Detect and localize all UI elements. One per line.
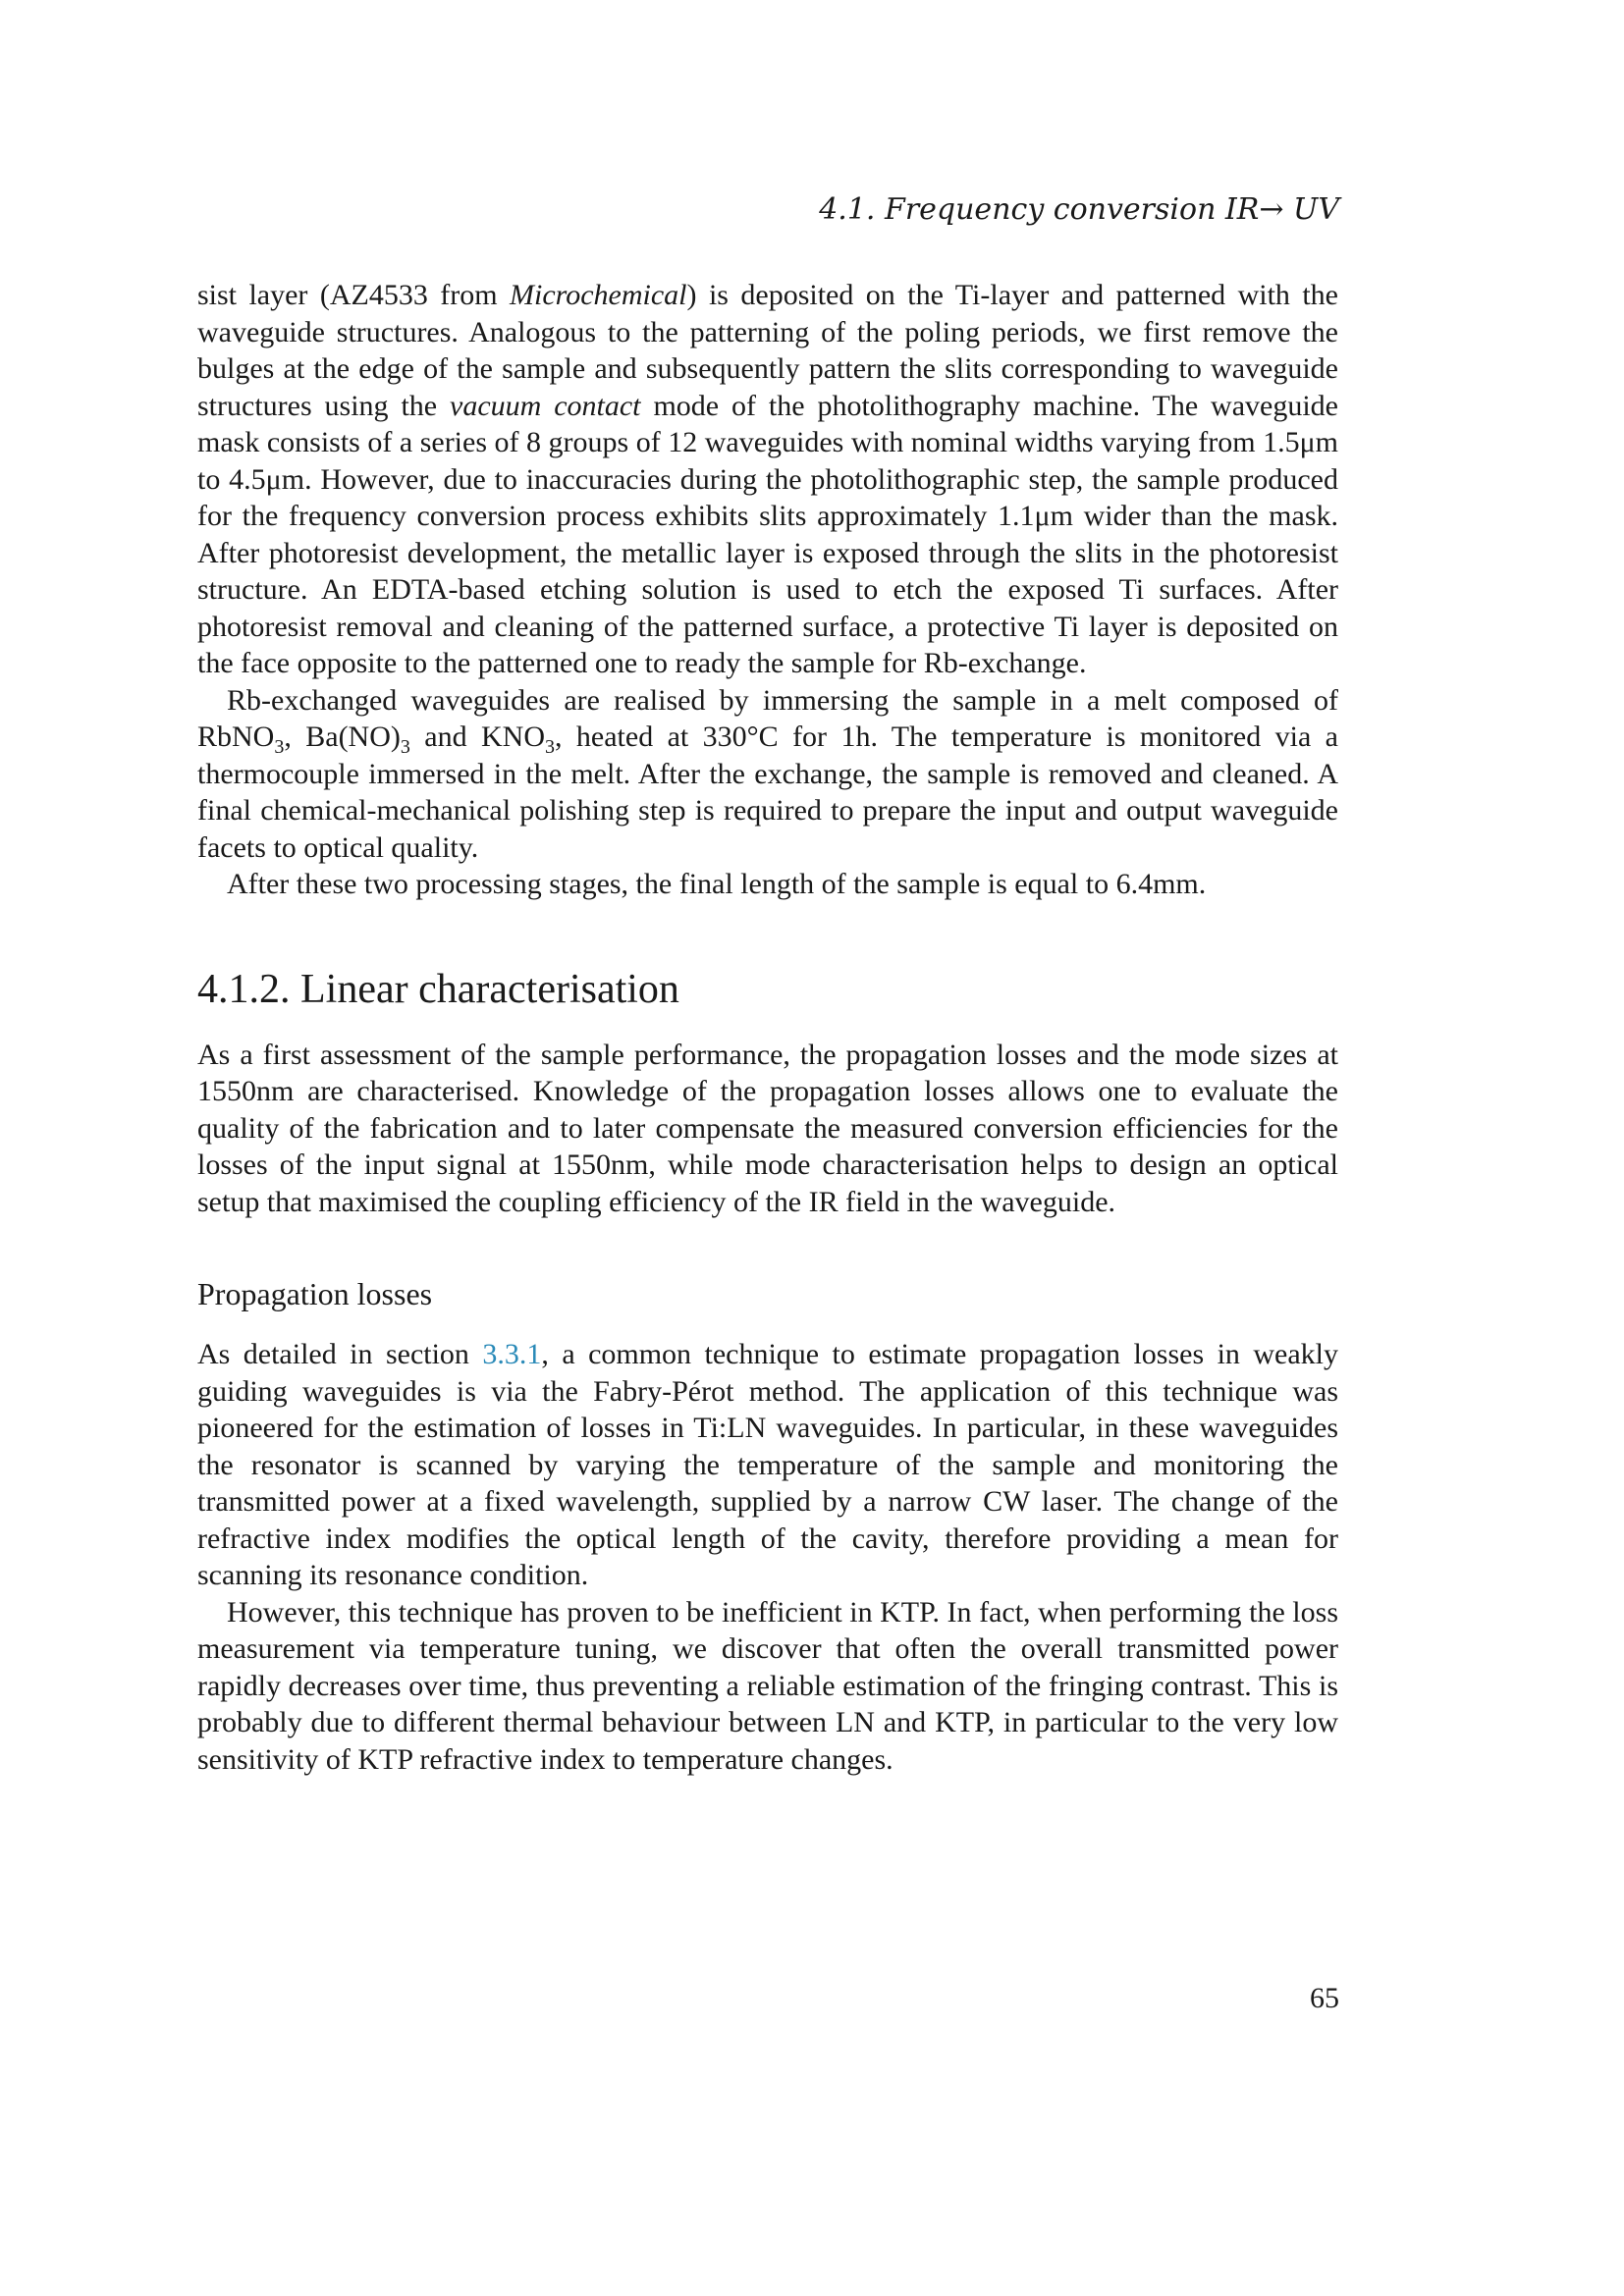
body-text: [197, 277, 1338, 1778]
text-run: , Ba(NO): [284, 721, 401, 753]
paragraph-final-length: After these two processing stages, the final length of the sample is equal to 6.4mm.: [227, 868, 1207, 900]
subsection-heading: Propagation losses: [197, 1276, 433, 1311]
text-run: Rb-exchanged waveguides are realised by immersing the sample in a melt composed of RbNO: [197, 683, 1338, 753]
paragraph-linear-characterisation: As a first assessment of the sample performance, the propagation losses and the mode sizes at 1550nm are characterised. Knowledge of the propagation losses allows one to evaluate the quality of the fabrication and to later compensate the measured conversion efficiencies for the losses of the input signal at 1550nm, while mode characterisation helps to design an optical setup that maximised the coupling efficiency of the IR field in the waveguide.: [197, 1038, 1338, 1218]
subscript: 3: [545, 736, 556, 758]
section-heading: 4.1.2. Linear characterisation: [197, 966, 679, 1012]
paragraph-ktp-inefficiency: However, this technique has proven to be inefficient in KTP. In fact, when performing the loss measurement via temperature tuning, we discover that often the overall transmitted power rapidly decreases over time, thus preventing a reliable estimation of the fringing contrast. This is probably due to different thermal behaviour between LN and KTP, in particular to the very low sensitivity of KTP refractive index to temperature changes.: [197, 1595, 1338, 1776]
text-run: As detailed in section: [197, 1338, 483, 1370]
text-run: , heated at 330°C for 1h. The temperature is monitored via a thermocouple immersed in the melt. After the exchange, the sample is removed and cleaned. A final chemical-mechanical polishing step is required to prepare the input and output waveguide facets to optical quality.: [197, 721, 1338, 864]
text-run: sist layer (AZ4533 from: [197, 279, 511, 311]
paragraph-fabry-perot: [197, 1336, 1338, 1594]
subscript: 3: [400, 736, 410, 758]
text-run: ) is deposited on the Ti-layer and patterned with the waveguide structures. Analogous to the patterning of the poling periods, we first remove the bulges at the edge of the sample and subsequently pattern the slits corresponding to waveguide structures using the: [197, 279, 1338, 422]
section-reference-link[interactable]: 3.3.1: [482, 1338, 542, 1370]
paragraph-rb-exchange: [197, 682, 1338, 867]
page-number: 65: [1310, 1982, 1339, 2014]
text-run: mode of the photolithography machine. The waveguide mask consists of a series of 8 groups of 12 waveguides with nominal widths varying from 1.5μm to 4.5μm. However, due to inaccuracies during the photolithographic step, the sample produced for the frequency conversion process exhibits slits approximately 1.1μm wider than the mask. After photoresist development, the metallic layer is exposed through the slits in the photoresist structure. An EDTA-based etching solution is used to etch the exposed Ti surfaces. After photoresist removal and cleaning of the patterned surface, a protective Ti layer is deposited on the face opposite to the patterned one to ready the sample for Rb-exchange.: [197, 389, 1338, 679]
paragraph-fabrication: [197, 277, 1338, 682]
emphasis-vacuum-contact: vacuum contact: [450, 389, 641, 422]
subscript: 3: [274, 736, 285, 758]
text-run: , a common technique to estimate propagation losses in weakly guiding waveguides is via the Fabry-Pérot method. The application of this technique was pioneered for the estimation of losses in Ti:LN waveguides. In particular, in these waveguides the resonator is scanned by varying the temperature of the sample and monitoring the transmitted power at a fixed wavelength, supplied by a narrow CW laser. The change of the refractive index modifies the optical length of the cavity, therefore providing a mean for scanning its resonance condition.: [197, 1338, 1338, 1591]
emphasis-microchemical: Microchemical: [510, 279, 687, 311]
text-run: and KNO: [409, 721, 546, 753]
running-header: 4.1. Frequency conversion IR→ UV: [819, 192, 1339, 227]
